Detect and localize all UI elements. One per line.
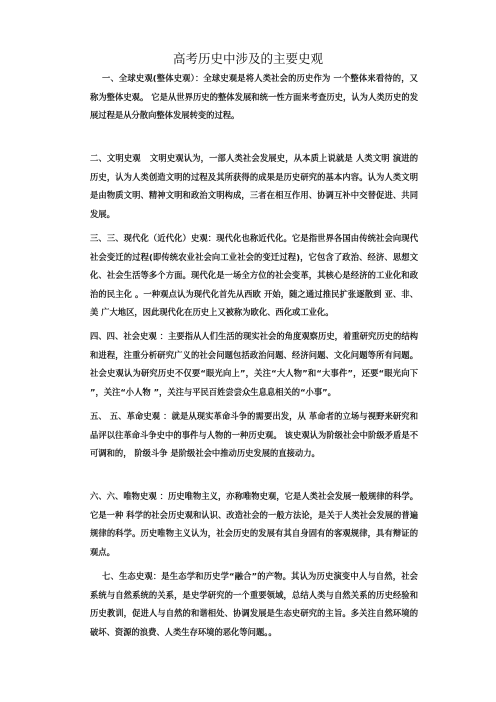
section-body: 主要指从人们生活的现实社会的角度观察历史，着重研究历史的结构和进程，注重分析研究广义的社会问题包括政治问题、经济问题、文化问题等所有问题。社会史观认为研究历史不仅要“眼光向上”，关注“大人物”和“大事件”，还要“眼光向下 ”，关注“小人物 ”，关注与平民百姓尝尝众生息息相关的“小事”。 — [90, 331, 418, 397]
section-heading: 四、四、社会史观 ： — [90, 331, 168, 341]
section-body: 历史唯物主义，亦称唯物史观，它是人类社会发展一般规律的科学。它是一种 科学的社会历史观和认识、改造社会的一般方法论，是关于人类社会发展的普遍规律的科学。历史唯物主义认为，社会历史的发展有其自身固有的客观规律，具有辩证的观点。 — [90, 491, 418, 557]
document-title: 高考历史中涉及的主要史观 — [172, 51, 323, 66]
section-body: 现代化也称近代化。它是指世界各国由传统社会向现代社会变迁的过程(即传统农业社会向工业社会的变迁过程)，它包含了政治、经济、思想文化、社会生活等多个方面。现代化是一场全方位的社会变革，其核心是经济的工业化和政治的民主化 。一种观点认为现代化首先从西欧 开始，随之通过推民扩张逐散到 亚、非、美 广大地区，因此现代化在历史上又被称为欧化、西化或工业化。 — [90, 233, 418, 317]
section-heading: 五、 五、革命史观 ： — [90, 411, 172, 421]
section-materialist-history — [90, 487, 418, 561]
section-body: 文明史观认为，一部人类社会发展史，从本质上说就是 人类文明 演进的历史，认为人类创造文明的过程及其所获得的成果是历史研究的基本内容。认为人类文明是由物质文明、精神文明和政治文明构成，三者在相互作用、协调互补中交替促进、共同发展。 — [90, 153, 418, 219]
section-body: 是生态学和历史学“融合”的产物。其认为历史演变中人与自然，社会系统与自然系统的关系，是史学研究的一个重要领域，总结人类与自然关系的历史经验和历史教训，促进人与自然的和谐相处、协调发展是生态史研究的主旨。多关注自然环境的破坏、资源的浪费、人类生存环境的恶化等问题。。 — [90, 571, 418, 637]
section-heading: 七、生态史观： — [102, 571, 162, 581]
section-heading: 二、文明史观 — [90, 153, 141, 163]
section-civilization-history — [90, 149, 418, 223]
section-ecological-history — [90, 567, 418, 641]
section-social-history — [90, 327, 418, 401]
section-heading: 六、六、唯物史观 ： — [90, 491, 168, 501]
section-revolution-history — [90, 407, 418, 463]
section-body: 全球史观是将人类社会的历史作为 一个整体来看待的，又称为整体史观。 它是从世界历史的整体发展和统一性方面来考查历史，认为人类历史的发展过程是从分散向整体发展转变的过程。 — [90, 73, 418, 120]
section-global-history — [90, 69, 418, 125]
section-heading: 一、全球史观(整体史观）： — [102, 73, 204, 83]
section-modernization-history — [90, 229, 418, 322]
section-heading: 三、三、现代化（近代化）史观： — [90, 233, 217, 243]
section-body: 就是从现实革命斗争的需要出发，从 革命者的立场与视野来研究和品评以往革命斗争史中的事件与人物的一种历史观。 该史观认为阶级社会中阶级矛盾是不可调和的， 阶级斗争 是阶级社会中推动历史发展的直接动力。 — [90, 411, 418, 458]
